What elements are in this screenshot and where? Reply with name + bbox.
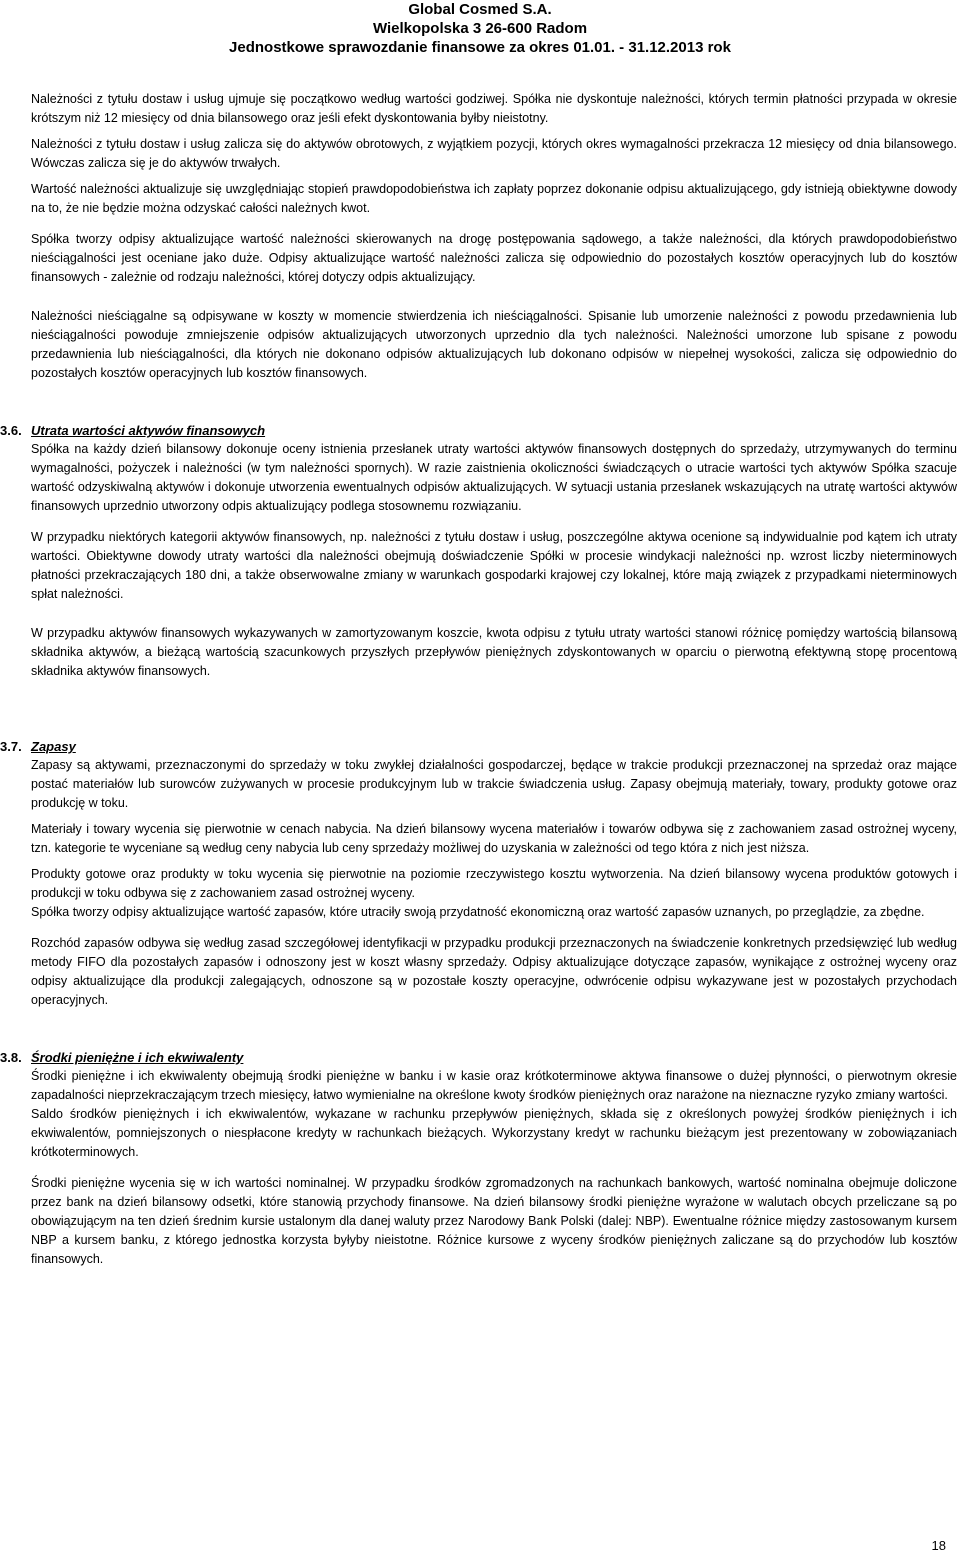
paragraph-impairment-evidence: W przypadku niektórych kategorii aktywów finansowych, np. należności z tytułu dostaw i usług, poszczególne aktywa ocenione są indywidualnie pod kątem ich utraty wartości. Obiektywne dowody utraty wartości dla należności obejmują doświadczenie Spółki w procesie windykacji należności np. wzrost liczby nieterminowych płatności przekraczających 180 dni, a także obserwowalne zmiany w warunkach gospodarki krajowej czy lokalnej, które mają związek z przypadkami nieterminowych spłat należności. xyxy=(31,530,957,601)
section-title: Utrata wartości aktywów finansowych xyxy=(31,423,266,438)
paragraph-inventory-definition: Zapasy są aktywami, przeznaczonymi do sprzedaży w toku zwykłej działalności gospodarczej, będące w trakcie produkcji przeznaczonej na sprzedaż oraz mające postać materiałów lub surowców zużywanych w procesie produkcyjnym lub w trakcie świadczenia usług. Zapasy obejmują materiały, towary, produkty gotowe oraz produkcję w toku. xyxy=(31,758,957,810)
section-number: 3.8. xyxy=(0,1050,22,1065)
paragraph-receivables-revaluation: Wartość należności aktualizuje się uwzględniając stopień prawdopodobieństwa ich zapłaty poprzez dokonanie odpisu aktualizującego, gdy istnieją obiektywne dowody na to, że nie będzie można odzyskać całości należnych kwot. xyxy=(31,182,957,215)
paragraph-receivables-classification: Należności z tytułu dostaw i usług zalicza się do aktywów obrotowych, z wyjątkiem pozycji, których okres wymagalności przekracza 12 miesięcy od dnia bilansowego. Wówczas zalicza się je do aktywów trwałych. xyxy=(31,137,957,170)
paragraph-inventory-materials: Materiały i towary wycenia się pierwotnie w cenach nabycia. Na dzień bilansowy wycena materiałów i towarów odbywa się z zachowaniem zasad ostrożnej wyceny, tzn. kategorie te wyceniane są według ceny nabycia lub ceny sprzedaży możliwej do uzyskania w zależności od tego która z nich jest niższa. xyxy=(31,822,957,855)
page-number: 18 xyxy=(931,1538,946,1553)
paragraph-receivables-initial: Należności z tytułu dostaw i usług ujmuje się początkowo według wartości godziwej. Spółka nie dyskontuje należności, których termin płatności przypada w okresie krótszym niż 12 miesięcy od dnia bilansowego oraz jeśli efekt dyskontowania byłby nieistotny. xyxy=(31,92,957,125)
company-name: Global Cosmed S.A. xyxy=(408,1,552,18)
paragraph-receivables-write-downs: Spółka tworzy odpisy aktualizujące wartość należności skierowanych na drogę postępowania sądowego, a także należności, dla których prawdopodobieństwo nieściągalności jest oceniane jako duże. Odpisy aktualizujące wartość należności zalicza się odpowiednio do pozostałych kosztów operacyjnych lub do kosztów finansowych - zależnie od rodzaju należności, której dotyczy odpis aktualizujący. xyxy=(31,232,957,284)
paragraph-inventory-products: Produkty gotowe oraz produkty w toku wycenia się pierwotnie na poziomie rzeczywistego kosztu wytworzenia. Na dzień bilansowy wycena produktów gotowych i produkcji w toku odbywa się z zachowaniem zasad ostrożnej wyceny. xyxy=(31,867,957,900)
section-heading-3-6 xyxy=(0,421,957,440)
paragraph-inventory-write-downs: Spółka tworzy odpisy aktualizujące wartość zapasów, które utraciły swoją przydatność ekonomiczną oraz wartość zapasów uznanych, po przeglądzie, za zbędne. xyxy=(31,905,925,919)
section-title: Zapasy xyxy=(31,739,76,754)
paragraph-cash-valuation: Środki pieniężne wycenia się w ich wartości nominalnej. W przypadku środków zgromadzonych na rachunkach bankowych, wartość nominalna obejmuje doliczone przez bank na dzień bilansowy odsetki, które stanowią przychody finansowe. Na dzień bilansowy środki pieniężne wyrażone w walutach obcych przeliczane są po obowiązującym na ten dzień średnim kursie ustalonym dla danej waluty przez Narodowy Bank Polski (dalej: NBP). Ewentualne różnice między zastosowanym kursem NBP a kursem banku, z którego jednostka korzysta byłyby nieistotne. Różnice kursowe z wyceny środków pieniężnych zaliczane są do przychodów lub kosztów finansowych. xyxy=(31,1176,957,1266)
report-title: Jednostkowe sprawozdanie finansowe za okres 01.01. - 31.12.2013 rok xyxy=(229,39,731,56)
section-heading-3-7 xyxy=(0,737,957,756)
section-number: 3.6. xyxy=(0,423,22,438)
paragraph-inventory-outflow: Rozchód zapasów odbywa się według zasad szczegółowej identyfikacji w przypadku produkcji przeznaczonych na świadczenie konkretnych przedsięwzięć lub według metody FIFO dla pozostałych zapasów i odnoszony jest w koszt własny sprzedaży. Odpisy aktualizujące dotyczące zapasów, wynikające z ostrożnej wyceny oraz odpisy aktualizujące dla produkcji zalegających, odnoszone są w pozostałe koszty operacyjne, odwrócenie odpisu wykazywane jest w pozostałych przychodach operacyjnych. xyxy=(31,936,957,1007)
document-body xyxy=(0,90,957,1269)
paragraph-receivables-uncollectible: Należności nieściągalne są odpisywane w koszty w momencie stwierdzenia ich nieściągalności. Spisanie lub umorzenie należności z powodu przedawnienia lub nieściągalności powoduje zmniejszenie odpisów aktualizujących utworzonych uprzednio dla tych należności. Należności umorzone lub spisane z powodu przedawnienia lub nieściągalności, dla których nie dokonano odpisów aktualizujących lub dokonano odpisów w niepełnej wysokości, zalicza się odpowiednio do pozostałych kosztów operacyjnych lub kosztów finansowych. xyxy=(31,309,957,380)
section-title: Środki pieniężne i ich ekwiwalenty xyxy=(31,1050,244,1065)
section-heading-3-8 xyxy=(0,1048,957,1067)
paragraph-cash-balance: Saldo środków pieniężnych i ich ekwiwalentów, wykazane w rachunku przepływów pieniężnych, składa się z określonych powyżej środków pieniężnych i ich ekwiwalentów, pomniejszonych o niespłacone kredyty w rachunkach bieżących. Wykorzystany kredyt w rachunku bieżącym jest prezentowany w zobowiązaniach krótkoterminowych. xyxy=(31,1107,957,1159)
paragraph-impairment-assessment: Spółka na każdy dzień bilansowy dokonuje oceny istnienia przesłanek utraty wartości aktywów finansowych dostępnych do sprzedaży, utrzymywanych do terminu wymagalności, pożyczek i należności (w tym należności spornych). W razie zaistnienia okoliczności świadczących o utracie wartości tych aktywów Spółka szacuje wartość odzyskiwalną aktywów i dokonuje utworzenia ewentualnych odpisów aktualizujących. W sytuacji ustania przesłanek wskazujących na utratę wartości aktywów finansowych uprzednio utworzony odpis aktualizujący podlega stosownemu rozwiązaniu. xyxy=(31,442,957,513)
section-number: 3.7. xyxy=(0,739,22,754)
page-header xyxy=(0,0,960,57)
paragraph-cash-definition: Środki pieniężne i ich ekwiwalenty obejmują środki pieniężne w banku i w kasie oraz krótkoterminowe aktywa finansowe o dużej płynności, o pierwotnym okresie zapadalności nieprzekraczającym trzech miesięcy, łatwo wymienialne na określone kwoty środków pieniężnych oraz narażone na nieznaczne ryzyko zmiany wartości. xyxy=(31,1069,957,1102)
company-address: Wielkopolska 3 26-600 Radom xyxy=(372,20,588,37)
paragraph-impairment-amortised-cost: W przypadku aktywów finansowych wykazywanych w zamortyzowanym koszcie, kwota odpisu z tytułu utraty wartości stanowi różnicę pomiędzy wartością bilansową składnika aktywów, a bieżącą wartością szacunkowych przyszłych przepływów pieniężnych zdyskontowanych w oparciu o pierwotną efektywną stopę procentową składnika aktywów finansowych. xyxy=(31,626,957,678)
